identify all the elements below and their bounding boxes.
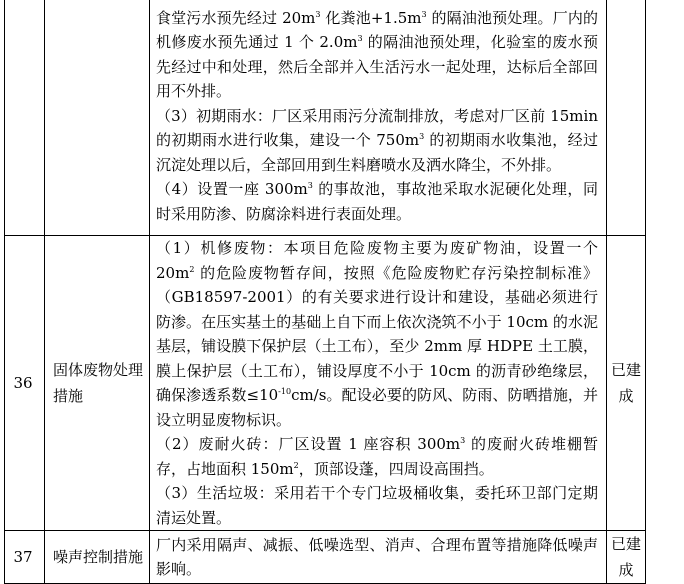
- table-row: [5, 236, 646, 531]
- table-row: [5, 531, 646, 584]
- row-number-cell: 36: [5, 236, 45, 531]
- measure-paragraph: 厂内采用隔声、减振、低噪选型、消声、合理布置等措施降低噪声影响。: [156, 535, 598, 578]
- item-name-cell: 固体废物处理措施: [45, 236, 150, 531]
- measure-paragraph: （4）设置一座 $300m^3$ 的事故池，事故池采取水泥硬化处理，同时采用防渗、防腐涂料进行表面处理。: [156, 180, 598, 223]
- measure-paragraph: （3）初期雨水：厂区采用雨污分流制排放，考虑对厂区前 15min 的初期雨水进行收集，建设一个 $750m^3$ 的初期雨水收集池，经过沉淀处理以后，全部回用到生料磨喷水及洒水降尘，不外排。: [156, 106, 598, 174]
- status-cell: [607, 0, 646, 236]
- measures-table: [4, 0, 646, 584]
- measure-paragraph: （3）生活垃圾：采用若干个专门垃圾桶收集，委托环卫部门定期清运处置。: [156, 484, 598, 527]
- status-cell: 已建成: [607, 531, 646, 584]
- item-name-cell: [45, 0, 150, 236]
- measure-paragraph: （1）机修废物：本项目危险废物主要为废矿物油，设置一个 $20m^2$ 的危险废物暂存间，按照《危险废物贮存污染控制标准》（GB18597-2001）的有关要求进行设计和建设，基础必须进行防渗。在压实基土的基础上自下而上依次浇筑不小于 10cm 的水泥基层，铺设膜下保护层（土工布），至少 2mm 厚 HDPE 土工膜，膜上保护层（土工布），铺设厚度不小于 10cm 的沥青砂绝缘层，确保渗透系数$\le 10^{-10}cm/s$。配设必要的防风、防雨、防晒措施，并设立明显废物标识。: [156, 239, 598, 429]
- measure-content-cell: [150, 0, 607, 236]
- row-number-cell: [5, 0, 45, 236]
- table-row: [5, 0, 646, 236]
- item-name-cell: 噪声控制措施: [45, 531, 150, 584]
- status-cell: 已建成: [607, 236, 646, 531]
- measure-content-cell: [150, 531, 607, 584]
- measure-paragraph: 食堂污水预先经过 $20m^3$ 化粪池$+1.5m^3$ 的隔油池预处理。厂内的机修废水预先通过 1 个 $2.0m^3$ 的隔油池预处理，化验室的废水预先经过中和处理，然后全部并入生活污水一起处理，达标后全部回用不外排。: [156, 8, 598, 101]
- measure-content-cell: [150, 236, 607, 531]
- row-number-cell: 37: [5, 531, 45, 584]
- measure-paragraph: （2）废耐火砖：厂区设置 1 座容积 $300m^3$ 的废耐火砖堆棚暂存，占地面积 $150m^2$，顶部设蓬，四周设高围挡。: [156, 435, 598, 478]
